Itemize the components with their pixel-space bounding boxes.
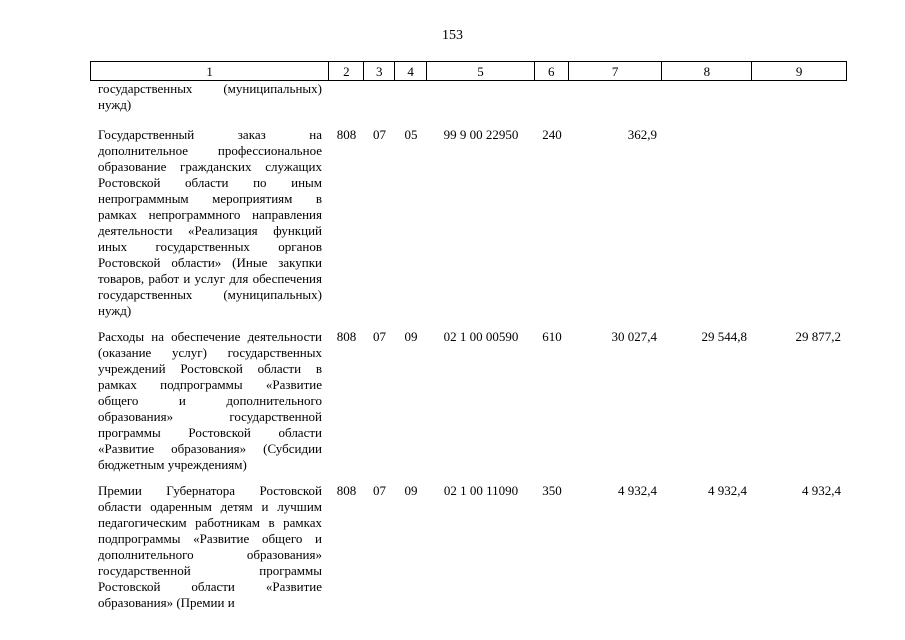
row-subsection: 09 [404,483,418,498]
row-amount-3: 4 932,4 [802,483,841,498]
header-col-3: 3 [364,62,395,80]
page-number: 153 [442,28,463,43]
header-col-6: 6 [535,62,569,80]
header-col-7: 7 [569,62,663,80]
row-amount-3: 29 877,2 [795,329,841,344]
header-col-9: 9 [795,64,803,79]
row-amount-2: 29 544,8 [701,329,747,344]
row-target: 99 9 00 22950 [443,127,519,142]
row-subsection: 09 [404,329,418,344]
row-ministry: 808 [336,127,357,142]
table-row [90,81,847,113]
row-description: Государственный заказ на дополнительное профессиональное образование гражданских служащих Ростовской области по иным непрограммным мероприятиям в рамках непрограммного направления деятельности «Реализация функций иных государственных органов Ростовской области» (Иные закупки товаров, работ и услуг для обеспечения государственных (муниципальных) нужд) [98,127,322,318]
header-col-8: 8 [662,62,752,80]
row-section: 07 [373,127,386,142]
table-row [90,329,847,473]
header-col-2: 2 [329,62,364,80]
header-col-1: 1 [91,62,329,80]
row-target: 02 1 00 00590 [443,329,519,344]
row-subsection: 05 [404,127,418,142]
table-row [90,483,847,611]
row-description: Расходы на обеспечение деятельности (оказание услуг) государственных учреждений Ростовской области в рамках подпрограммы «Развитие общего и дополнительного образования» государственной программы Ростовской области «Развитие образования» (Субсидии бюджетным учреждениям) [98,329,322,472]
row-amount-1: 4 932,4 [618,483,657,498]
row-ministry: 808 [336,329,357,344]
row-section: 07 [373,483,386,498]
row-amount-2: 4 932,4 [708,483,747,498]
row-description: Премии Губернатора Ростовской области одаренным детям и лучшим педагогическим работникам в рамках подпрограммы «Развитие общего и дополнительного образования» государственной программы Ростовской области «Развитие образования» (Премии и [98,483,322,610]
row-amount-1: 30 027,4 [611,329,657,344]
table-row [90,127,847,319]
row-description: государственных (муниципальных) нужд) [98,81,322,112]
table-header [90,61,847,81]
row-target: 02 1 00 11090 [443,483,519,498]
row-amount-1: 362,9 [627,127,657,142]
row-type: 350 [542,483,562,498]
row-section: 07 [373,329,386,344]
row-type: 610 [542,329,562,344]
header-col-4: 4 [395,62,427,80]
header-col-5: 5 [427,62,535,80]
row-ministry: 808 [336,483,357,498]
row-type: 240 [542,127,562,142]
table-body [90,81,847,621]
